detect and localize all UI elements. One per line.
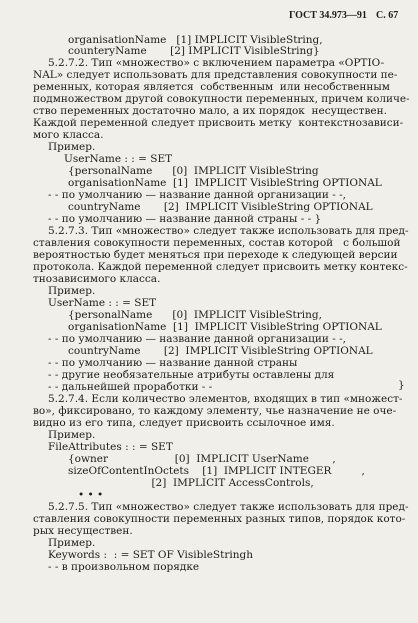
paragraph-line: 5.2.7.3. Тип «множество» следует также использовать для пред- [48, 225, 409, 237]
code-line: {personalName [0] IMPLICIT VisibleString, [68, 309, 322, 321]
code-line: countryName [2] IMPLICIT VisibleString OPTIONAL [68, 201, 373, 213]
code-line: organisationName [1] IMPLICIT VisibleString, [68, 34, 323, 46]
paragraph-line: 5.2.7.2. Тип «множество» с включением параметра «OPTIO- [48, 57, 385, 69]
code-line: {owner [0] IMPLICIT UserName , [68, 453, 336, 465]
paragraph-line: вероятностью будет меняться при переходе к следующей версии [33, 249, 398, 261]
code-line: organisationName [1] IMPLICIT VisibleString OPTIONAL [68, 177, 382, 189]
code-line: organisationName [1] IMPLICIT VisibleString OPTIONAL [68, 321, 382, 333]
page-number: С. 67 [376, 10, 399, 21]
code-line: UserName : : = SET [64, 153, 173, 165]
closing-brace: } [398, 379, 405, 391]
example-label: Пример. [48, 537, 96, 549]
paragraph-line: ство переменных достаточно мало, а их порядок несуществен. [33, 105, 387, 117]
paragraph-line: подмножеством другой совокупности переменных, причем количе- [33, 93, 410, 105]
paragraph-line: 5.2.7.4. Если количество элементов, входящих в тип «множест- [48, 393, 403, 405]
code-line: [2] IMPLICIT AccessControls, [68, 477, 314, 489]
example-label: Пример. [48, 429, 96, 441]
code-comment: - - по умолчанию — название данной организации - -, [48, 189, 347, 201]
paragraph-line: рых несуществен. [33, 525, 133, 537]
paragraph-line: ставления совокупности переменных, состав которой с большой [33, 237, 401, 249]
code-comment: - - другие необязательные атрибуты оставлены для [48, 369, 335, 381]
paragraph-line: видно из его типа, следует присвоить ссылочное имя. [33, 417, 335, 429]
code-line: UserName : : = SET [48, 297, 157, 309]
code-comment: - - в произвольном порядке [48, 561, 200, 573]
example-label: Пример. [48, 285, 96, 297]
paragraph-line: во», фиксировано, то каждому элементу, чье назначение не оче- [33, 405, 397, 417]
paragraph-line: Каждой переменной следует присвоить метку контекстнозависи- [33, 117, 404, 129]
code-line: countryName [2] IMPLICIT VisibleString OPTIONAL [68, 345, 373, 357]
paragraph-line: 5.2.7.5. Тип «множество» следует также использовать для пред- [48, 501, 409, 513]
code-comment: - - по умолчанию — название данной организации - -, [48, 333, 347, 345]
code-line: FileAttributes : : = SET [48, 441, 173, 453]
code-line: sizeOfContentInOctets [1] IMPLICIT INTEGER , [68, 465, 365, 477]
paragraph-line: ременных, которая является собственным или несобственным [33, 81, 390, 93]
code-line: {personalName [0] IMPLICIT VisibleString [68, 165, 319, 177]
code-line: Keywords : : = SET OF VisibleStringh [48, 549, 253, 561]
paragraph-line: ставления совокупности переменных разных типов, порядок кото- [33, 513, 406, 525]
paragraph-line: NAL» следует использовать для представления совокупности пе- [33, 69, 398, 81]
standard-number: ГОСТ 34.973—91 [289, 10, 367, 21]
code-comment: - - дальнейшей проработки - - [48, 381, 213, 393]
example-label: Пример. [48, 141, 96, 153]
paragraph-line: протокола. Каждой переменной следует присвоить метку контекс- [33, 261, 408, 273]
paragraph-line: мого класса. [33, 129, 104, 141]
code-comment: - - по умолчанию — название данной страны - - } [48, 213, 322, 225]
paragraph-line: тнозависимого класса. [33, 273, 161, 285]
code-comment: - - по умолчанию — название данной страны [48, 357, 298, 369]
code-line: counteryName [2] IMPLICIT VisibleString} [68, 45, 320, 57]
ellipsis: • • • [78, 489, 104, 501]
